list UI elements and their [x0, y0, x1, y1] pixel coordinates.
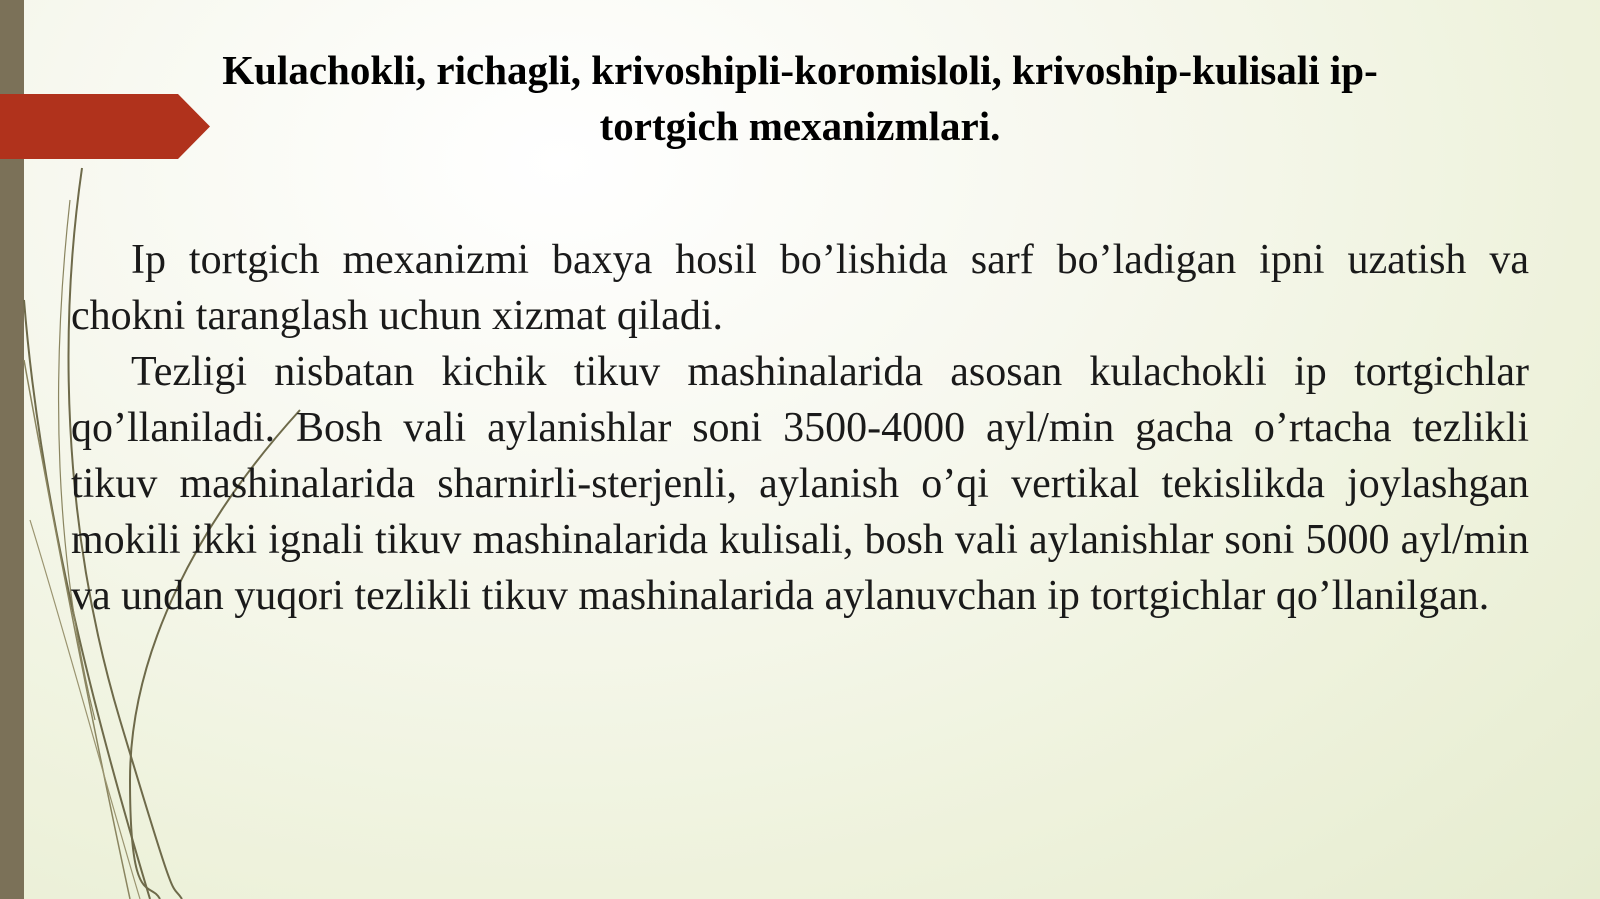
body-paragraph-1: Ip tortgich mexanizmi baxya hosil bo’lishida sarf bo’ladigan ipni uzatish va chokni taranglash uchun xizmat qiladi. [71, 237, 1529, 339]
body-paragraph-2: Tezligi nisbatan kichik tikuv mashinalarida asosan kulachokli ip tortgichlar qo’llaniladi. Bosh vali aylanishlar soni 3500-4000 ayl/min gacha o’rtacha tezlikli tikuv mashinalarida sharnirli-sterjenli, aylanish o’qi vertikal tekislikda joylashgan mokili ikki ignali tikuv mashinalarida kulisali, bosh vali aylanishlar soni 5000 ayl/min va undan yuqori tezlikli tikuv mashinalarida aylanuvchan ip tortgichlar qo’llanilgan. [71, 349, 1529, 619]
slide-body [71, 232, 1529, 624]
title-line-2: tortgich mexanizmlari. [599, 103, 1001, 149]
slide-title [150, 42, 1450, 154]
title-line-1: Kulachokli, richagli, krivoshipli-koromisloli, krivoship-kulisali ip- [222, 47, 1378, 93]
